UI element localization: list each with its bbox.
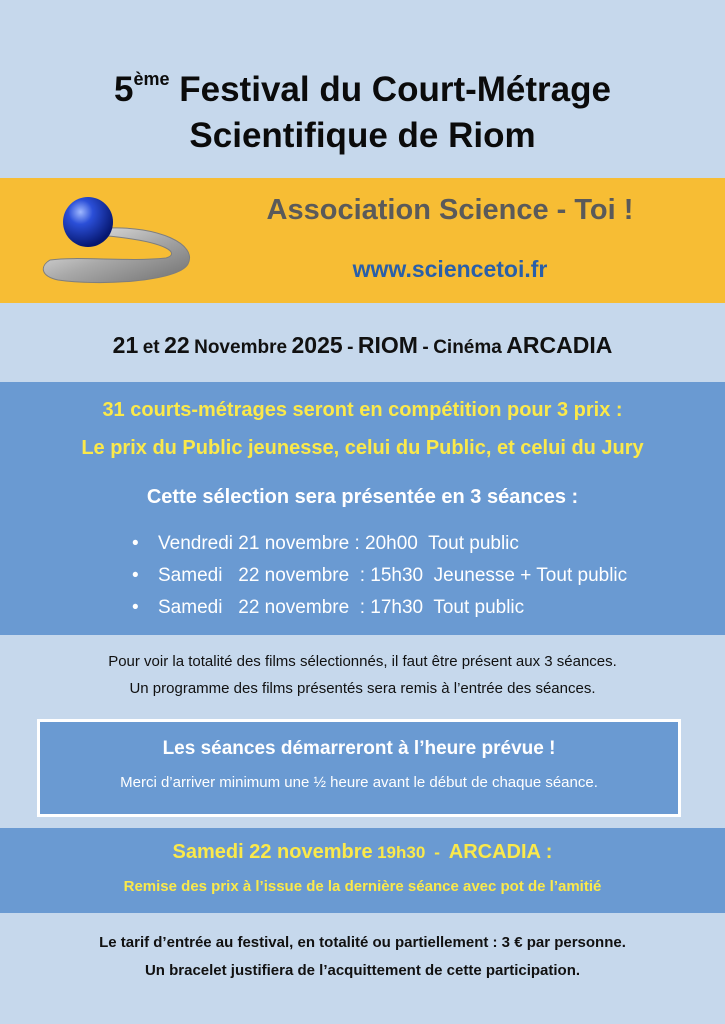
edition-suffix: ème [133, 69, 170, 89]
info-line1: Pour voir la totalité des films sélectionnés, il faut être présent aux 3 séances. [108, 653, 617, 670]
award-sep: - [434, 843, 440, 862]
award-band [0, 828, 725, 913]
event-date-line [0, 332, 725, 359]
association-url-link[interactable]: www.sciencetoi.fr [352, 256, 548, 282]
price-line2: Un bracelet justifiera de l’acquittement de cette participation. [144, 962, 581, 979]
festival-title-line2: Scientifique de Riom [189, 116, 536, 155]
date-cinema-label: Cinéma [433, 337, 502, 358]
date-sep2: - [422, 337, 429, 358]
date-month: Novembre [194, 337, 288, 358]
bullet-icon: • [132, 565, 139, 586]
date-year: 2025 [291, 332, 343, 358]
competition-band [0, 382, 725, 635]
notice-title: Les séances démarreront à l’heure prévue ! [162, 738, 556, 759]
date-conj: et [142, 337, 160, 358]
attendance-info [0, 648, 725, 702]
date-city: RIOM [357, 332, 418, 358]
edition-number: 5 [114, 70, 134, 109]
bullet-icon: • [132, 597, 139, 618]
planet-orbit-logo-icon [38, 196, 198, 291]
info-line2: Un programme des films présentés sera remis à l’entrée des séances. [129, 680, 596, 697]
competition-line2: Le prix du Public jeunesse, celui du Public, et celui du Jury [81, 437, 644, 459]
session-text: Vendredi 21 novembre : 20h00 Tout public [158, 533, 519, 554]
session-text: Samedi 22 novembre : 17h30 Tout public [158, 597, 525, 618]
title-line1-text: Festival du Court-Métrage [179, 70, 611, 109]
award-line2: Remise des prix à l’issue de la dernière séance avec pot de l’amitié [123, 878, 602, 895]
price-info [0, 929, 725, 985]
date-sep1: - [347, 337, 354, 358]
date-day2: 22 [164, 332, 190, 358]
award-line1 [0, 841, 725, 864]
festival-title-line1 [0, 56, 725, 113]
selection-title: Cette sélection sera présentée en 3 séances : [146, 486, 579, 508]
price-line1: Le tarif d’entrée au festival, en totalité ou partiellement : 3 € par personne. [99, 934, 626, 951]
bullet-icon: • [132, 533, 139, 554]
association-name: Association Science - Toi ! [266, 194, 634, 226]
date-cinema-name: ARCADIA [506, 332, 613, 358]
notice-subtitle: Merci d’arriver minimum une ½ heure avant le début de chaque séance. [120, 774, 598, 791]
session-text: Samedi 22 novembre : 15h30 Jeunesse + Tout public [158, 565, 628, 586]
award-day: Samedi 22 novembre [172, 841, 373, 863]
festival-title [0, 56, 725, 159]
association-band [0, 178, 725, 303]
punctuality-notice [37, 719, 681, 817]
award-venue: ARCADIA : [448, 841, 553, 863]
competition-line1: 31 courts-métrages seront en compétition pour 3 prix : [102, 399, 623, 421]
date-day1: 21 [112, 332, 139, 358]
award-time: 19h30 [377, 843, 426, 862]
